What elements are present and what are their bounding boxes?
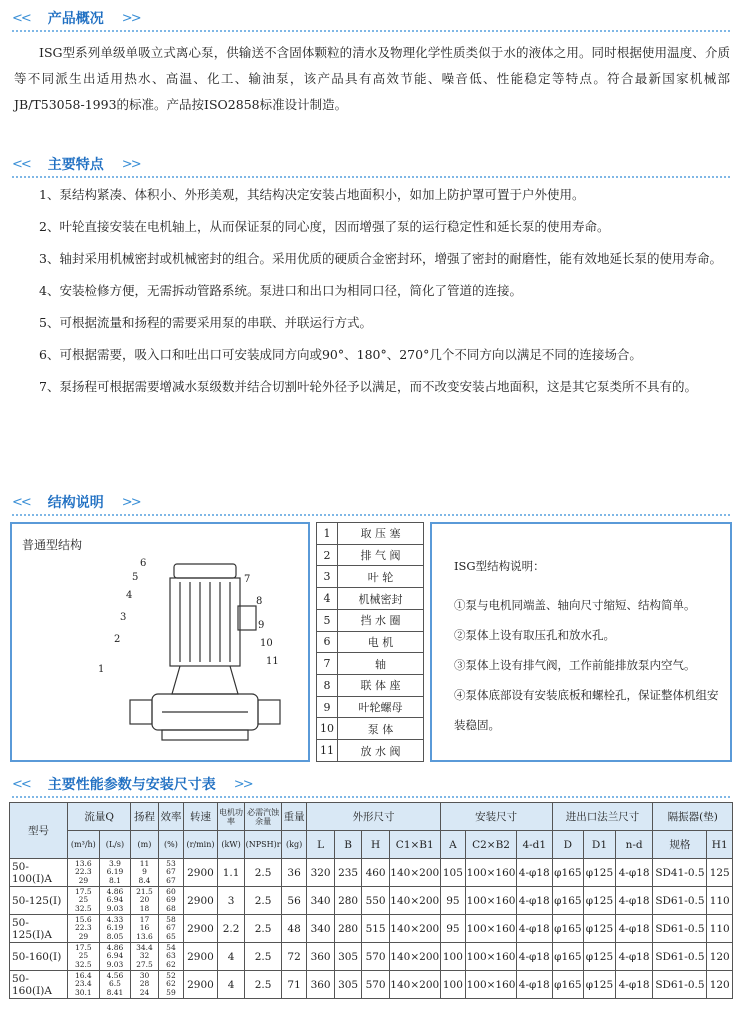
cell-H: 515	[362, 915, 390, 943]
cell-D: φ165	[552, 859, 584, 887]
table-row	[317, 566, 424, 588]
cell-model: 50-160(I)A	[10, 971, 68, 999]
cell-s: SD61-0.5	[653, 943, 707, 971]
table-row	[10, 887, 733, 915]
col-outline: 外形尺寸	[307, 803, 440, 831]
col-model: 型号	[10, 803, 68, 859]
cell-s: SD61-0.5	[653, 971, 707, 999]
col-head: 扬程	[131, 803, 159, 831]
section-header-features	[12, 154, 140, 174]
table-row	[317, 675, 424, 697]
performance-table: 型号 流量Q 扬程 效率 转速 电机功率 必需汽蚀余量 重量 外形尺寸 安装尺寸 进出口法兰尺寸 隔振器(垫) (m³/h) (L/s) (m) (%) (r/min) (kW) (NPSH)r (kg) L B H C1×B1 A C2×B2 4-d1 D D1 n-d 规格 H1 50-100(I)A 13.6 22.3 29 3.9 6.19 8.1 11 9 8.4 53 67 67 2900 1.1 2.5 36 320 235 460 140×200 105 100×160 4-φ18 φ165 φ125 4-φ18 SD41-0.5 125 50-125(I) 17.5 25 32.5 4.86 6.94 9.03 21.5 20 18 60 69 68 2900 3 2.5 56 340 280 550 140×200 95 100×160 4-φ18 φ165 φ125 4-φ18 SD61-0.5 110 50-125(I)A 15.6 22.3 29 4.33 6.19 8.05 17 16 13.6 58 67 65 2900 2.2 2.5 48 340 280 515 140×200 95 100×160 4-φ18 φ165 φ125 4-φ18 SD61-0.5 110 50-160(I) 17.5 25 32.5 4.86 6.94 9.03 34.4 32 27.5 54 63 62 2900 4 2.5 72 360 305 570 140×200 100 100×160 4-φ18 φ165 φ125 4-φ18 SD61-0.5 120 50-160(I)A 16.4 23.4 30.1 4.56 6.5 8.41 30 28 24 52 62 59 2900 4 2.5 71 360 305 570 140×200 100 100×160 4-φ18 φ165 φ125 4-φ18 SD61-0.5 120	[9, 802, 733, 999]
callout-8: 8	[256, 596, 263, 607]
cell-q1: 15.6 22.3 29	[68, 915, 100, 943]
part-name: 叶轮螺母	[338, 696, 424, 718]
section-header-performance	[12, 774, 252, 794]
cell-e: 58 67 65	[158, 915, 183, 943]
cell-H1: 120	[707, 971, 733, 999]
part-name: 轴	[338, 653, 424, 675]
col-install: 安装尺寸	[440, 803, 552, 831]
list-item: 1、泵结构紧凑、体积小、外形美观，其结构决定安装占地面积小，如加上防护罩可置于户外使用。	[39, 187, 585, 202]
cell-s: SD41-0.5	[653, 859, 707, 887]
cell-nd: 4-φ18	[615, 859, 653, 887]
cell-H: 550	[362, 887, 390, 915]
part-number: 11	[317, 740, 338, 762]
part-number: 8	[317, 675, 338, 697]
cell-model: 50-160(I)	[10, 943, 68, 971]
cell-D1: φ125	[584, 915, 616, 943]
cell-D1: φ125	[584, 859, 616, 887]
list-item: 6、可根据需要，吸入口和吐出口可安装成同方向或90°、180°、270°几个不同方向以满足不同的连接场合。	[39, 347, 642, 362]
cell-s: SD61-0.5	[653, 915, 707, 943]
cell-A: 100	[440, 971, 465, 999]
part-name: 泵 体	[338, 718, 424, 740]
part-name: 机械密封	[338, 588, 424, 610]
table-row	[317, 631, 424, 653]
table-row	[317, 609, 424, 631]
cell-np: 2.5	[245, 887, 282, 915]
callout-11: 11	[266, 656, 279, 667]
part-name: 放 水 阀	[338, 740, 424, 762]
cell-e: 53 67 67	[158, 859, 183, 887]
cell-C2: 100×160	[466, 943, 517, 971]
cell-q2: 4.86 6.94 9.03	[99, 887, 131, 915]
section-header-overview	[12, 8, 140, 28]
cell-H: 570	[362, 971, 390, 999]
divider	[12, 30, 730, 32]
part-number: 10	[317, 718, 338, 740]
table-row	[317, 544, 424, 566]
table-row	[317, 653, 424, 675]
cell-H1: 125	[707, 859, 733, 887]
chevron-right-icon: >>	[121, 10, 140, 26]
list-item: 3、轴封采用机械密封或机械密封的组合。采用优质的硬质合金密封环，增强了密封的耐磨性，能有效地延长泵的使用寿命。	[39, 251, 722, 266]
part-name: 叶 轮	[338, 566, 424, 588]
cell-L: 360	[307, 943, 335, 971]
cell-e: 54 63 62	[158, 943, 183, 971]
table-row	[317, 718, 424, 740]
cell-nd: 4-φ18	[615, 887, 653, 915]
section-title: 结构说明	[47, 495, 104, 511]
callout-10: 10	[260, 638, 273, 649]
cell-B: 305	[334, 971, 362, 999]
cell-C2: 100×160	[466, 859, 517, 887]
callout-4: 4	[126, 590, 133, 601]
part-name: 电 机	[338, 631, 424, 653]
chevron-left-icon: <<	[12, 494, 30, 510]
col-flow: 流量Q	[68, 803, 131, 831]
divider	[12, 176, 730, 178]
col-power: 电机功率	[217, 803, 245, 831]
part-number: 3	[317, 566, 338, 588]
chevron-left-icon: <<	[12, 156, 30, 172]
cell-B: 235	[334, 859, 362, 887]
callout-9: 9	[258, 620, 265, 631]
section-title: 主要特点	[47, 157, 104, 173]
part-number: 6	[317, 631, 338, 653]
features-list	[14, 182, 730, 400]
part-number: 2	[317, 544, 338, 566]
part-number: 1	[317, 523, 338, 545]
chevron-right-icon: >>	[121, 494, 140, 510]
col-flange: 进出口法兰尺寸	[552, 803, 653, 831]
chevron-left-icon: <<	[12, 10, 30, 26]
cell-C1: 140×200	[389, 943, 440, 971]
cell-q1: 13.6 22.3 29	[68, 859, 100, 887]
divider	[12, 514, 730, 516]
cell-n: 2900	[184, 887, 218, 915]
cell-C2: 100×160	[466, 887, 517, 915]
cell-w: 72	[281, 943, 306, 971]
cell-C1: 140×200	[389, 859, 440, 887]
cell-B: 280	[334, 915, 362, 943]
structure-description	[430, 522, 732, 762]
cell-d1: 4-φ18	[516, 859, 552, 887]
cell-s: SD61-0.5	[653, 887, 707, 915]
cell-n: 2900	[184, 915, 218, 943]
cell-A: 95	[440, 915, 465, 943]
list-item: 4、安装检修方便，无需拆动管路系统。泵进口和出口为相同口径，简化了管道的连接。	[39, 283, 522, 298]
col-weight: 重量	[281, 803, 306, 831]
cell-D1: φ125	[584, 971, 616, 999]
cell-q2: 4.33 6.19 8.05	[99, 915, 131, 943]
callout-6: 6	[140, 558, 147, 569]
callout-2: 2	[114, 634, 121, 645]
part-name: 取 压 塞	[338, 523, 424, 545]
section-title: 主要性能参数与安装尺寸表	[47, 777, 216, 793]
cell-np: 2.5	[245, 915, 282, 943]
callout-3: 3	[120, 612, 127, 623]
cell-D: φ165	[552, 887, 584, 915]
table-row	[10, 859, 733, 887]
section-header-structure	[12, 492, 140, 512]
list-item: ②泵体上设有取压孔和放水孔。	[454, 628, 615, 642]
part-name: 联 体 座	[338, 675, 424, 697]
cell-H1: 110	[707, 915, 733, 943]
cell-n: 2900	[184, 859, 218, 887]
cell-D1: φ125	[584, 887, 616, 915]
col-speed: 转速	[184, 803, 218, 831]
cell-B: 305	[334, 943, 362, 971]
divider	[12, 796, 730, 798]
cell-w: 56	[281, 887, 306, 915]
table-row	[317, 588, 424, 610]
cell-np: 2.5	[245, 971, 282, 999]
cell-D: φ165	[552, 915, 584, 943]
table-row	[317, 523, 424, 545]
cell-h: 21.5 20 18	[131, 887, 159, 915]
list-item: 7、泵扬程可根据需要增减水泵级数并结合切割叶轮外径予以满足，而不改变安装占地面积，这是其它泵类所不具有的。	[39, 379, 697, 394]
callout-1: 1	[98, 664, 105, 675]
cell-C2: 100×160	[466, 971, 517, 999]
part-number: 4	[317, 588, 338, 610]
part-number: 5	[317, 609, 338, 631]
pump-structure-figure	[10, 522, 310, 762]
cell-p: 4	[217, 943, 245, 971]
table-row	[317, 696, 424, 718]
cell-nd: 4-φ18	[615, 915, 653, 943]
cell-p: 4	[217, 971, 245, 999]
cell-n: 2900	[184, 943, 218, 971]
cell-q1: 16.4 23.4 30.1	[68, 971, 100, 999]
cell-q2: 3.9 6.19 8.1	[99, 859, 131, 887]
table-row	[10, 915, 733, 943]
cell-e: 52 62 59	[158, 971, 183, 999]
cell-A: 105	[440, 859, 465, 887]
cell-D: φ165	[552, 971, 584, 999]
cell-L: 340	[307, 915, 335, 943]
cell-A: 100	[440, 943, 465, 971]
cell-model: 50-100(I)A	[10, 859, 68, 887]
cell-n: 2900	[184, 971, 218, 999]
cell-np: 2.5	[245, 859, 282, 887]
parts-table	[316, 522, 424, 762]
col-isolator: 隔振器(垫)	[653, 803, 733, 831]
part-number: 7	[317, 653, 338, 675]
cell-h: 17 16 13.6	[131, 915, 159, 943]
cell-h: 34.4 32 27.5	[131, 943, 159, 971]
table-row	[10, 943, 733, 971]
cell-q1: 17.5 25 32.5	[68, 887, 100, 915]
section-title: 产品概况	[47, 11, 104, 27]
cell-B: 280	[334, 887, 362, 915]
cell-d1: 4-φ18	[516, 915, 552, 943]
cell-L: 320	[307, 859, 335, 887]
cell-D: φ165	[552, 943, 584, 971]
cell-nd: 4-φ18	[615, 971, 653, 999]
cell-p: 1.1	[217, 859, 245, 887]
list-item: ①泵与电机同端盖、轴向尺寸缩短、结构简单。	[454, 598, 696, 612]
list-item: ③泵体上设有排气阀，工作前能排放泵内空气。	[454, 658, 696, 672]
cell-C2: 100×160	[466, 915, 517, 943]
cell-e: 60 69 68	[158, 887, 183, 915]
cell-H: 570	[362, 943, 390, 971]
col-npsh: 必需汽蚀余量	[245, 803, 282, 831]
cell-C1: 140×200	[389, 915, 440, 943]
figure-label: 普通型结构	[22, 538, 83, 552]
chevron-left-icon: <<	[12, 776, 30, 792]
cell-np: 2.5	[245, 943, 282, 971]
cell-h: 11 9 8.4	[131, 859, 159, 887]
part-name: 挡 水 圈	[338, 609, 424, 631]
cell-L: 360	[307, 971, 335, 999]
cell-w: 36	[281, 859, 306, 887]
cell-w: 71	[281, 971, 306, 999]
part-name: 排 气 阀	[338, 544, 424, 566]
cell-C1: 140×200	[389, 887, 440, 915]
cell-p: 3	[217, 887, 245, 915]
cell-d1: 4-φ18	[516, 943, 552, 971]
cell-C1: 140×200	[389, 971, 440, 999]
cell-H1: 120	[707, 943, 733, 971]
cell-h: 30 28 24	[131, 971, 159, 999]
cell-A: 95	[440, 887, 465, 915]
cell-H1: 110	[707, 887, 733, 915]
list-item: ④泵体底部设有安装底板和螺栓孔，保证整体机组安装稳固。	[454, 688, 719, 732]
cell-model: 50-125(I)A	[10, 915, 68, 943]
callout-5: 5	[132, 572, 139, 583]
cell-p: 2.2	[217, 915, 245, 943]
cell-q2: 4.56 6.5 8.41	[99, 971, 131, 999]
col-eff: 效率	[158, 803, 183, 831]
cell-nd: 4-φ18	[615, 943, 653, 971]
table-row	[10, 971, 733, 999]
cell-q2: 4.86 6.94 9.03	[99, 943, 131, 971]
list-item: 2、叶轮直接安装在电机轴上，从而保证泵的同心度，因而增强了泵的运行稳定性和延长泵的使用寿命。	[39, 219, 610, 234]
overview-paragraph: ISG型系列单级单吸立式离心泵，供输送不含固体颗粒的清水及物理化学性质类似于水的液体之用。同时根据使用温度、介质等不同派生出适用热水、高温、化工、输油泵，该产品具有高效节能、噪音低、性能稳定等特点。符合最新国家机械部JB/T53058-1993的标准。产品按ISO2858标准设计制造。	[14, 45, 730, 112]
part-number: 9	[317, 696, 338, 718]
cell-D1: φ125	[584, 943, 616, 971]
list-item: 5、可根据流量和扬程的需要采用泵的串联、并联运行方式。	[39, 315, 372, 330]
cell-d1: 4-φ18	[516, 971, 552, 999]
callout-7: 7	[244, 574, 251, 585]
description-title: ISG型结构说明：	[454, 559, 545, 573]
cell-d1: 4-φ18	[516, 887, 552, 915]
chevron-right-icon: >>	[233, 776, 252, 792]
cell-L: 340	[307, 887, 335, 915]
cell-w: 48	[281, 915, 306, 943]
cell-H: 460	[362, 859, 390, 887]
cell-model: 50-125(I)	[10, 887, 68, 915]
table-row	[317, 740, 424, 762]
chevron-right-icon: >>	[121, 156, 140, 172]
cell-q1: 17.5 25 32.5	[68, 943, 100, 971]
